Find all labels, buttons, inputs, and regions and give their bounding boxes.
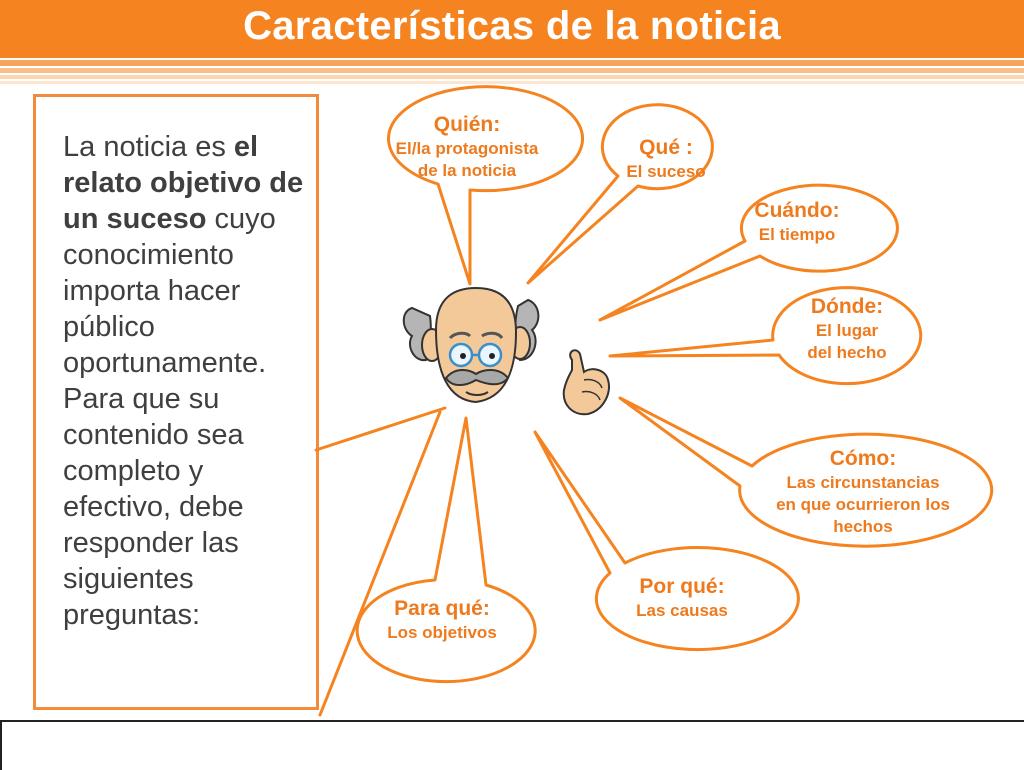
label-donde-line2: del hecho xyxy=(807,343,887,362)
pointing-hand-icon xyxy=(564,350,609,414)
professor-icon xyxy=(404,288,539,402)
label-paraque xyxy=(352,596,532,644)
label-quien-line1: El/la protagonista xyxy=(395,139,539,158)
page-title: Características de la noticia xyxy=(243,4,781,48)
definition-text-bold: el relato objetivo de un suceso xyxy=(63,131,304,235)
label-como-line3: hechos xyxy=(833,517,893,536)
label-cuando-heading: Cuándo: xyxy=(754,199,840,222)
definition-text-end: cuyo conocimiento importa hacer público oportunamente. Para que su contenido sea completo y efectivo, debe responder las siguientes preguntas: xyxy=(63,203,276,631)
label-que-line1: El suceso xyxy=(626,162,706,181)
label-donde-line1: El lugar xyxy=(815,321,879,340)
label-quien-line2: de la noticia xyxy=(417,161,517,180)
label-porque-line1: Las causas xyxy=(636,601,728,620)
label-cuando-line1: El tiempo xyxy=(758,225,836,244)
label-como-heading: Cómo: xyxy=(829,447,897,470)
footer-bar xyxy=(0,720,1024,770)
label-donde xyxy=(772,294,922,364)
label-porque xyxy=(582,574,782,622)
label-quien-heading: Quién: xyxy=(433,113,501,136)
label-quien xyxy=(362,112,572,182)
label-que-heading: Qué : xyxy=(639,136,693,159)
label-como-line1: Las circunstancias xyxy=(786,473,940,492)
label-porque-heading: Por qué: xyxy=(639,575,725,598)
label-cuando xyxy=(722,198,872,246)
connector-definition xyxy=(316,408,445,450)
label-donde-heading: Dónde: xyxy=(810,295,884,318)
definition-text-start: La noticia es xyxy=(63,131,234,163)
label-paraque-heading: Para qué: xyxy=(394,597,490,620)
label-que xyxy=(606,135,726,183)
label-como xyxy=(738,446,988,538)
label-paraque-line1: Los objetivos xyxy=(387,623,497,642)
footer-edge xyxy=(0,722,2,770)
label-como-line2: en que ocurrieron los xyxy=(776,495,950,514)
